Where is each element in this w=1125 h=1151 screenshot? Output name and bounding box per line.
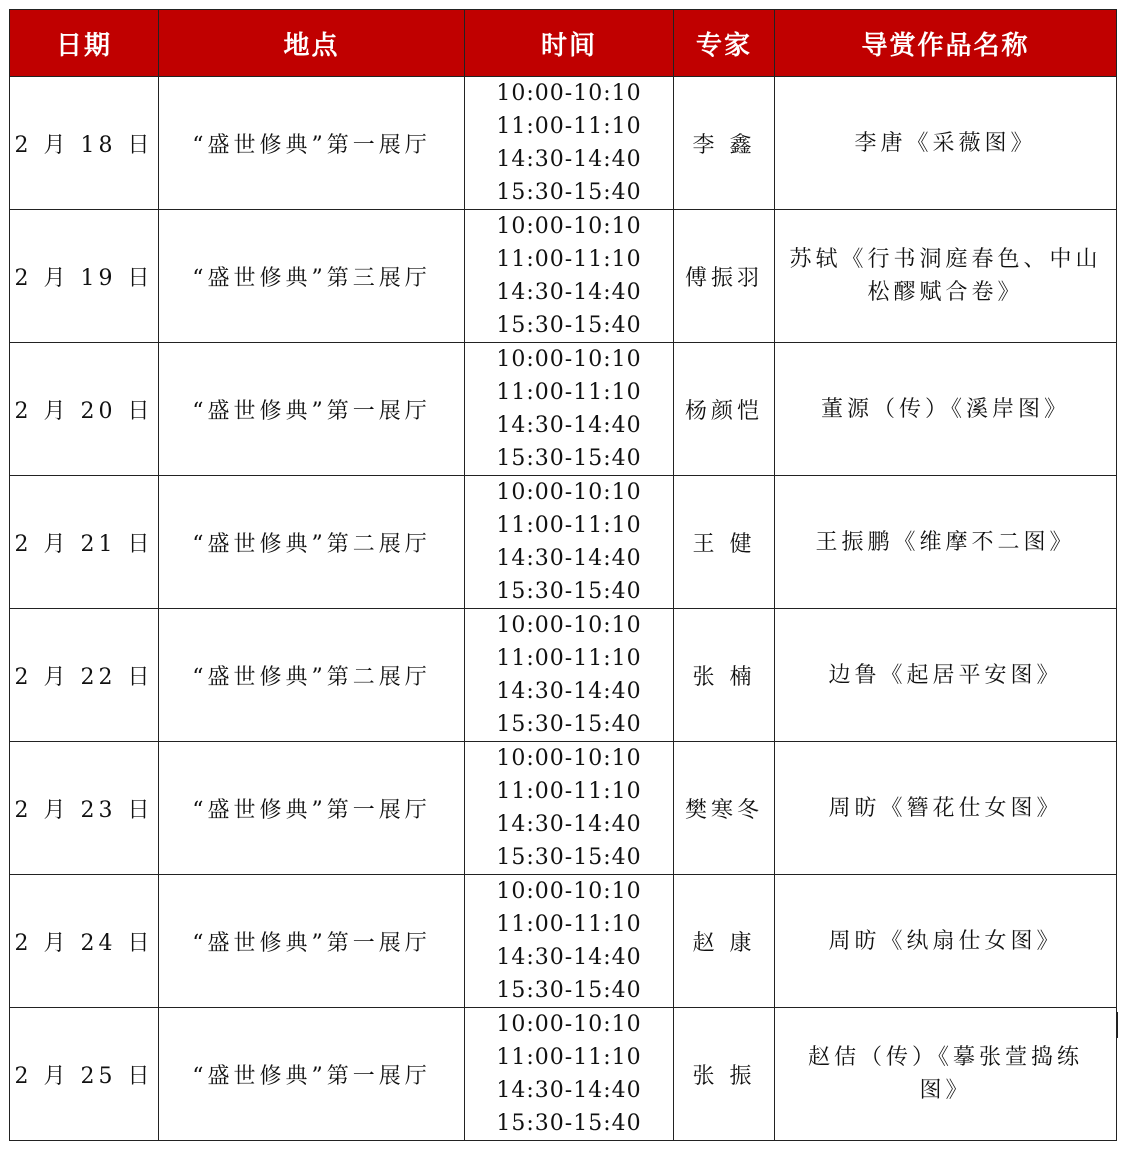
- expert-cell: [674, 742, 775, 875]
- expert-name: 张 振: [692, 1063, 756, 1089]
- time-slot: 15:30-15:40: [496, 180, 642, 205]
- header-row: [10, 10, 1117, 77]
- time-cell: [465, 343, 674, 476]
- expert-name: 王 健: [692, 531, 756, 557]
- time-cell: [465, 77, 674, 210]
- work-cell: 苏轼《行书洞庭春色、中山松醪赋合卷》: [775, 210, 1117, 343]
- table-header: [10, 10, 1117, 77]
- expert-name: 李 鑫: [692, 132, 756, 158]
- date-cell: 2 月 25 日: [10, 1008, 159, 1141]
- time-slot: 14:30-14:40: [496, 812, 642, 837]
- place-cell: “盛世修典”第一展厅: [159, 742, 465, 875]
- expert-cell: [674, 77, 775, 210]
- place-cell: “盛世修典”第一展厅: [159, 343, 465, 476]
- time-slot: 15:30-15:40: [496, 845, 642, 870]
- date-cell: 2 月 22 日: [10, 609, 159, 742]
- time-slot: 10:00-10:10: [496, 1012, 642, 1037]
- time-slot: 10:00-10:10: [496, 879, 642, 904]
- guided-tour-schedule-table: [9, 9, 1117, 1141]
- time-slot: 14:30-14:40: [496, 413, 642, 438]
- expert-name: 张 楠: [692, 664, 756, 690]
- expert-cell: [674, 343, 775, 476]
- place-cell: “盛世修典”第三展厅: [159, 210, 465, 343]
- place-cell: “盛世修典”第一展厅: [159, 875, 465, 1008]
- time-slot: 14:30-14:40: [496, 679, 642, 704]
- expert-name: 樊寒冬: [684, 797, 763, 823]
- time-slot: 15:30-15:40: [496, 978, 642, 1003]
- time-slot: 11:00-11:10: [496, 779, 642, 804]
- time-slot: 14:30-14:40: [496, 546, 642, 571]
- place-cell: “盛世修典”第一展厅: [159, 77, 465, 210]
- expert-cell: [674, 609, 775, 742]
- work-cell: 周昉《纨扇仕女图》: [775, 875, 1117, 1008]
- time-slot: 11:00-11:10: [496, 380, 642, 405]
- time-slot: 10:00-10:10: [496, 746, 642, 771]
- work-cell: 赵佶（传）《摹张萱捣练图》: [775, 1008, 1117, 1141]
- date-cell: 2 月 24 日: [10, 875, 159, 1008]
- time-slot: 15:30-15:40: [496, 313, 642, 338]
- place-cell: “盛世修典”第一展厅: [159, 1008, 465, 1141]
- expert-name: 赵 康: [692, 930, 756, 956]
- time-slot: 15:30-15:40: [496, 712, 642, 737]
- time-slot: 11:00-11:10: [496, 114, 642, 139]
- time-slot: 11:00-11:10: [496, 1045, 642, 1070]
- time-slot: 10:00-10:10: [496, 613, 642, 638]
- expert-name: 杨颜恺: [684, 398, 763, 424]
- time-cell: [465, 742, 674, 875]
- time-slot: 10:00-10:10: [496, 214, 642, 239]
- time-slot: 14:30-14:40: [496, 1078, 642, 1103]
- time-slot: 10:00-10:10: [496, 347, 642, 372]
- work-cell: 王振鹏《维摩不二图》: [775, 476, 1117, 609]
- work-cell: 边鲁《起居平安图》: [775, 609, 1117, 742]
- date-cell: 2 月 19 日: [10, 210, 159, 343]
- time-slot: 15:30-15:40: [496, 579, 642, 604]
- date-cell: 2 月 21 日: [10, 476, 159, 609]
- header-time: 时间: [465, 10, 674, 77]
- table-row: [10, 742, 1117, 875]
- time-slot: 11:00-11:10: [496, 912, 642, 937]
- work-cell: 周昉《簪花仕女图》: [775, 742, 1117, 875]
- header-place: 地点: [159, 10, 465, 77]
- time-cell: [465, 210, 674, 343]
- table-row: [10, 1008, 1117, 1141]
- expert-cell: [674, 476, 775, 609]
- time-cell: [465, 609, 674, 742]
- table-body: [10, 77, 1117, 1141]
- date-cell: 2 月 20 日: [10, 343, 159, 476]
- header-expert: 专家: [674, 10, 775, 77]
- expert-name: 傅振羽: [684, 265, 763, 291]
- time-slot: 11:00-11:10: [496, 513, 642, 538]
- place-cell: “盛世修典”第二展厅: [159, 476, 465, 609]
- table-row: [10, 875, 1117, 1008]
- expert-cell: [674, 210, 775, 343]
- work-cell: 董源（传）《溪岸图》: [775, 343, 1117, 476]
- table-row: [10, 476, 1117, 609]
- time-slot: 11:00-11:10: [496, 646, 642, 671]
- header-date: 日期: [10, 10, 159, 77]
- table-edge-divider: [1117, 1012, 1118, 1038]
- time-slot: 10:00-10:10: [496, 480, 642, 505]
- table-row: [10, 609, 1117, 742]
- place-cell: “盛世修典”第二展厅: [159, 609, 465, 742]
- table-row: [10, 210, 1117, 343]
- time-slot: 14:30-14:40: [496, 280, 642, 305]
- time-cell: [465, 875, 674, 1008]
- time-cell: [465, 476, 674, 609]
- work-cell: 李唐《采薇图》: [775, 77, 1117, 210]
- time-slot: 15:30-15:40: [496, 446, 642, 471]
- date-cell: 2 月 18 日: [10, 77, 159, 210]
- time-slot: 14:30-14:40: [496, 147, 642, 172]
- time-slot: 11:00-11:10: [496, 247, 642, 272]
- expert-cell: [674, 875, 775, 1008]
- time-slot: 15:30-15:40: [496, 1111, 642, 1136]
- table-row: [10, 77, 1117, 210]
- time-cell: [465, 1008, 674, 1141]
- table-row: [10, 343, 1117, 476]
- time-slot: 10:00-10:10: [496, 81, 642, 106]
- expert-cell: [674, 1008, 775, 1141]
- time-slot: 14:30-14:40: [496, 945, 642, 970]
- date-cell: 2 月 23 日: [10, 742, 159, 875]
- header-work: 导赏作品名称: [775, 10, 1117, 77]
